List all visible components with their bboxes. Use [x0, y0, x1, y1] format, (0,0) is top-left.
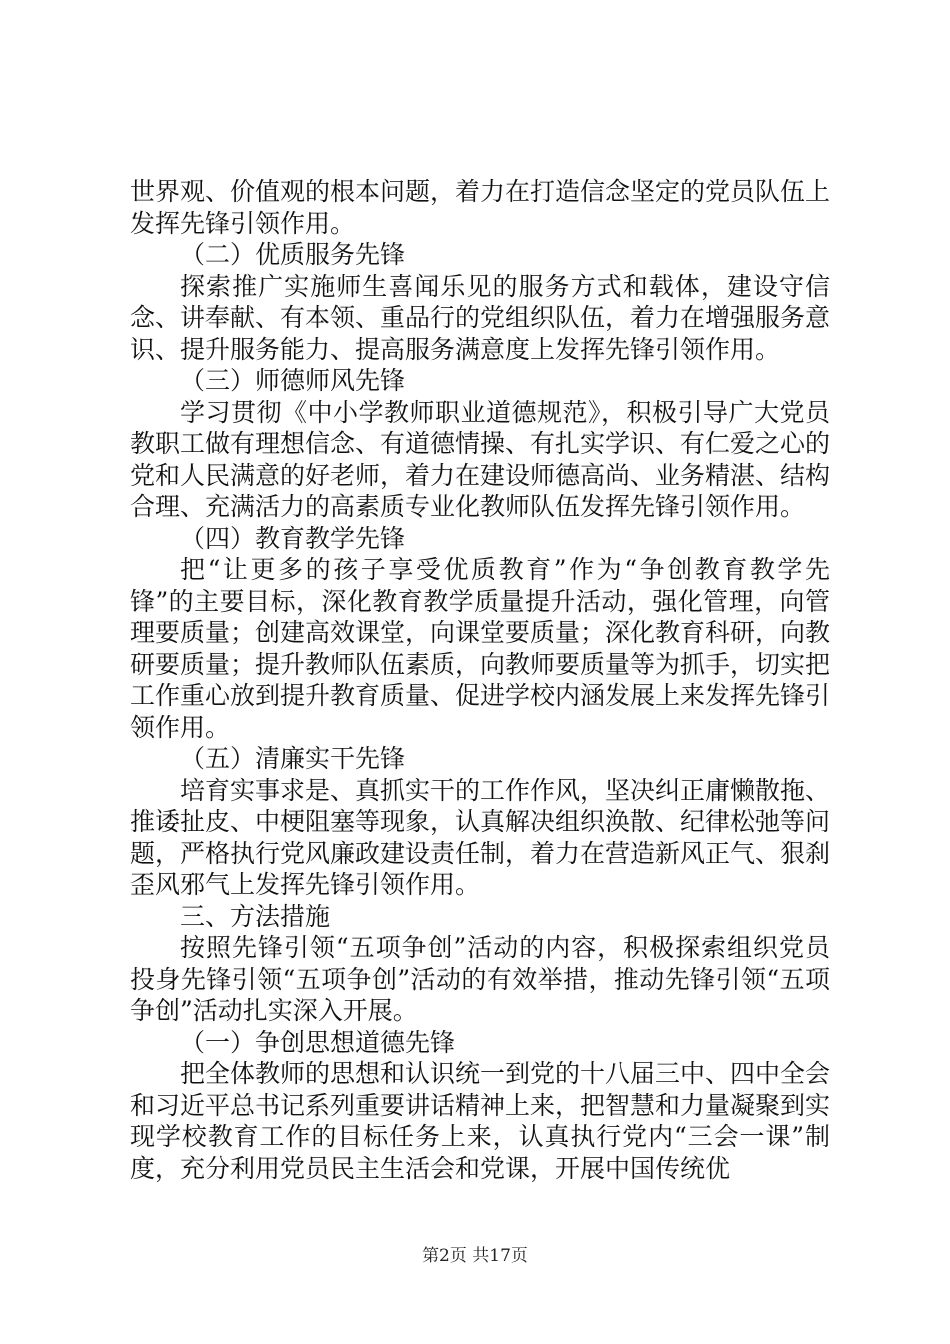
page-number-footer: 第2页 共17页	[422, 1246, 528, 1266]
paragraph-education-teaching: 把“让更多的孩子享受优质教育”作为“争创教育教学先锋”的主要目标，深化教育教学质量提升活动，强化管理，向管理要质量；创建高效课堂，向课堂要质量；深化教育科研，向教研要质量；提升教师队伍素质，向教师要质量等为抓手，切实把工作重心放到提升教育质量、促进学校内涵发展上来发挥先锋引领作用。	[130, 555, 831, 742]
paragraph-moral-pioneer: 把全体教师的思想和认识统一到党的十八届三中、四中全会和习近平总书记系列重要讲话精神上来，把智慧和力量凝聚到实现学校教育工作的目标任务上来，认真执行党内“三会一课”制度，充分利用党员民主生活会和党课，开展中国传统优	[130, 1059, 831, 1183]
section-heading-moral-pioneer: （一）争创思想道德先锋	[180, 1027, 456, 1057]
paragraph-methods: 按照先锋引领“五项争创”活动的内容，积极探索组织党员投身先锋引领“五项争创”活动的有效举措，推动先锋引领“五项争创”活动扎实深入开展。	[130, 933, 830, 1025]
section-heading-education-teaching: （四）教育教学先锋	[180, 523, 406, 553]
section-heading-teacher-ethics: （三）师德师风先锋	[180, 366, 406, 395]
paragraph-integrity: 培育实事求是、真抓实干的工作作风，坚决纠正庸懒散拖、推诿扯皮、中梗阻塞等现象，认真解决组织涣散、纪律松弛等问题，严格执行党风廉政建设责任制，着力在营造新风正气、狠刹歪风邪气上发挥先锋引领作用。	[130, 775, 831, 899]
section-heading-integrity: （五）清廉实干先锋	[180, 744, 406, 773]
section-heading-methods: 三、方法措施	[180, 901, 331, 931]
paragraph-continued: 世界观、价值观的根本问题，着力在打造信念坚定的党员队伍上发挥先锋引领作用。	[130, 177, 831, 238]
document-body	[130, 176, 830, 1184]
paragraph-teacher-ethics: 学习贯彻《中小学教师职业道德规范》，积极引导广大党员教职工做有理想信念、有道德情操、有扎实学识、有仁爱之心的党和人民满意的好老师，着力在建设师德高尚、业务精湛、结构合理、充满活力的高素质专业化教师队伍发挥先锋引领作用。	[130, 397, 831, 521]
paragraph-quality-service: 探索推广实施师生喜闻乐见的服务方式和载体，建设守信念、讲奉献、有本领、重品行的党组织队伍，着力在增强服务意识、提升服务能力、提高服务满意度上发挥先锋引领作用。	[130, 271, 831, 364]
section-heading-quality-service: （二）优质服务先锋	[180, 240, 406, 269]
